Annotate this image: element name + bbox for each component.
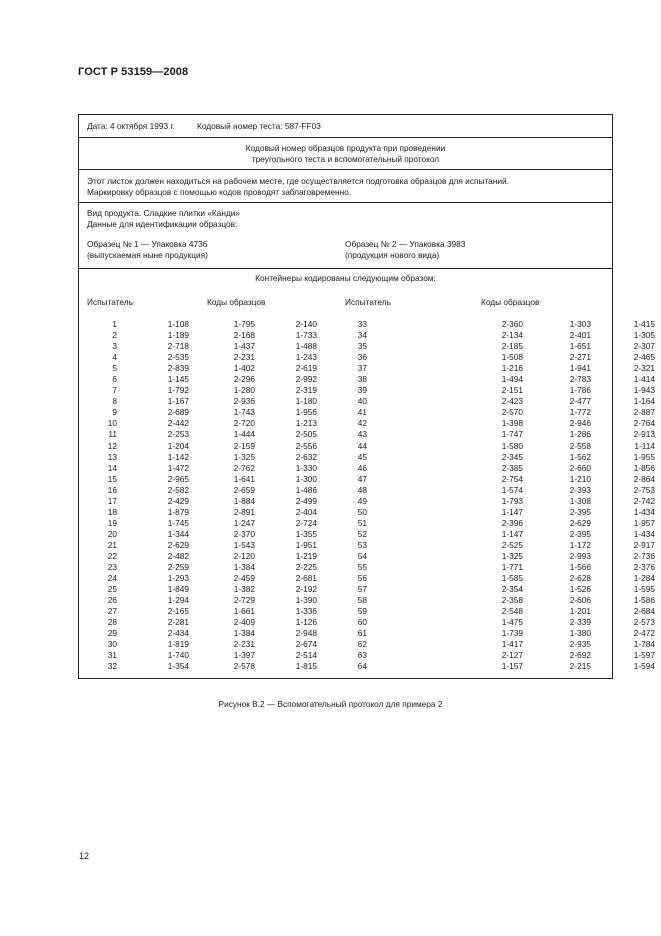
sample-code: 2-573: [633, 617, 655, 628]
sample-code: 1-444: [233, 429, 255, 440]
sample-code: 1-247: [233, 517, 255, 528]
sample-code: 1-204: [167, 440, 189, 451]
heading-line-2: треугольного теста и вспомогательный протокол: [251, 154, 440, 164]
sample-code: 1-157: [501, 661, 523, 672]
sample-code: 2-674: [295, 639, 317, 650]
sample-code: 2-321: [633, 363, 655, 374]
sample-code: 2-582: [167, 484, 189, 495]
sample-code: 2-482: [167, 550, 189, 561]
sample-code: 1-566: [569, 562, 591, 573]
date-text: Дата: 4 октября 1993 г.: [87, 121, 175, 131]
sample-code: 1-784: [633, 639, 655, 650]
sample-code: 1-147: [501, 506, 523, 517]
sample-code: 1-180: [295, 396, 317, 407]
tester-number: 7: [112, 385, 117, 396]
test-code-text: Кодовый номер теста: 587-FF03: [197, 121, 321, 131]
codes-header: Коды образцов: [207, 297, 266, 307]
sample-code: 2-619: [295, 363, 317, 374]
tester-number: 47: [357, 473, 367, 484]
sample-code: 2-689: [167, 407, 189, 418]
sample-code: 1-508: [501, 352, 523, 363]
sample-code: 1-747: [501, 429, 523, 440]
sample-code: 2-681: [295, 573, 317, 584]
sample-code: 1-472: [167, 462, 189, 473]
sample-code: 1-884: [233, 495, 255, 506]
tester-number: 54: [357, 550, 367, 561]
tester-number: 16: [107, 484, 117, 495]
sample-code: 1-114: [634, 440, 655, 451]
sample-code: 2-556: [295, 440, 317, 451]
sample-code: 2-629: [167, 539, 189, 550]
sample-code: 2-404: [295, 506, 317, 517]
sample-code: 2-724: [295, 517, 317, 528]
sample-code: 2-296: [233, 374, 255, 385]
sample-code: 1-415: [633, 319, 655, 329]
page-number: 12: [79, 851, 90, 861]
sample-code: 2-231: [233, 639, 255, 650]
tester-number: 36: [357, 352, 367, 363]
sample-code: 1-580: [501, 440, 523, 451]
sample-code: 2-736: [633, 550, 655, 561]
sample-code: 1-957: [633, 517, 655, 528]
sample-code: 2-271: [569, 352, 591, 363]
sample-code: 2-395: [569, 506, 591, 517]
sample-2-line-2: (продукция нового вида): [345, 250, 440, 260]
tester-number: 51: [357, 517, 367, 528]
tester-number: 1: [112, 319, 117, 329]
sample-code: 1-384: [233, 628, 255, 639]
sample-code: 2-434: [167, 628, 189, 639]
sample-code: 1-562: [569, 451, 591, 462]
sample-code: 2-917: [633, 539, 655, 550]
sample-code: 2-225: [295, 562, 317, 573]
sample-code: 2-354: [501, 584, 523, 595]
sample-code: 1-597: [633, 650, 655, 661]
date-row: [79, 115, 612, 138]
tester-number: 14: [107, 462, 117, 473]
sample-code: 1-397: [233, 650, 255, 661]
sample-code: 1-402: [233, 363, 255, 374]
sample-code: 2-319: [295, 385, 317, 396]
sample-code: 1-243: [295, 352, 317, 363]
tester-number: 59: [357, 606, 367, 617]
sample-code: 2-891: [233, 506, 255, 517]
tester-number: 40: [357, 396, 367, 407]
sample-code: 1-344: [167, 528, 189, 539]
sample-code: 2-578: [233, 661, 255, 672]
tester-number: 24: [107, 573, 117, 584]
sample-code: 1-390: [295, 595, 317, 606]
sample-code: 1-488: [295, 341, 317, 352]
sample-code: 1-108: [167, 319, 189, 329]
instruction-note: [79, 170, 612, 203]
sample-code: 2-127: [501, 650, 523, 661]
sample-code: 2-754: [501, 473, 523, 484]
sample-code: 1-795: [233, 319, 255, 329]
tester-number: 63: [357, 650, 367, 661]
note-line-2: Маркировку образцов с помощью кодов проводят заблаговременно.: [87, 187, 352, 197]
sample-code: 2-548: [501, 606, 523, 617]
tester-number: 43: [357, 429, 367, 440]
sample-code: 1-336: [295, 606, 317, 617]
sample-code: 1-384: [233, 562, 255, 573]
sample-code: 1-164: [633, 396, 655, 407]
tester-number: 56: [357, 573, 367, 584]
tester-number: 8: [112, 396, 117, 407]
protocol-form: [78, 114, 655, 679]
tester-number: 58: [357, 595, 367, 606]
tester-number: 46: [357, 462, 367, 473]
tester-number: 26: [107, 595, 117, 606]
sample-code: 2-376: [633, 562, 655, 573]
sample-code: 1-585: [501, 573, 523, 584]
sample-code: 2-429: [167, 495, 189, 506]
sample-code: 2-442: [167, 418, 189, 429]
sample-code: 1-414: [633, 374, 655, 385]
sample-code: 1-126: [295, 617, 317, 628]
tester-number: 22: [107, 550, 117, 561]
sample-code: 1-951: [295, 539, 317, 550]
sample-code: 2-281: [167, 617, 189, 628]
sample-code: 2-134: [501, 330, 523, 341]
form-heading: [79, 138, 612, 170]
sample-code: 2-839: [167, 363, 189, 374]
sample-code: 2-660: [569, 462, 591, 473]
tester-number: 23: [107, 562, 117, 573]
sample-code: 2-393: [569, 484, 591, 495]
sample-code: 1-543: [233, 539, 255, 550]
tester-number: 28: [107, 617, 117, 628]
sample-2-info: [345, 239, 465, 261]
sample-code: 1-586: [633, 595, 655, 606]
sample-code: 2-659: [233, 484, 255, 495]
sample-code: 2-525: [501, 539, 523, 550]
tester-number: 44: [357, 440, 367, 451]
product-text: Вид продукта: Сладкие плитки «Канди»: [87, 208, 241, 218]
sample-code: 1-147: [501, 528, 523, 539]
tester-number: 39: [357, 385, 367, 396]
tester-number: 4: [112, 352, 117, 363]
tester-number: 2: [112, 330, 117, 341]
tester-number: 5: [112, 363, 117, 374]
tester-number: 62: [357, 639, 367, 650]
note-line-1: Этот листок должен находиться на рабочем месте, где осуществляется подготовка образцов для испытаний.: [87, 176, 509, 186]
tester-number: 10: [107, 418, 117, 429]
sample-code: 2-913: [633, 429, 655, 440]
tester-number: 18: [107, 506, 117, 517]
sample-code: 1-786: [569, 385, 591, 396]
tester-header: Испытатель: [87, 297, 133, 307]
sample-code: 2-385: [501, 462, 523, 473]
heading-line-1: Кодовый номер образцов продукта при проведении: [245, 143, 446, 153]
sample-code: 1-300: [295, 473, 317, 484]
sample-code: 2-992: [295, 374, 317, 385]
sample-code: 2-409: [233, 617, 255, 628]
sample-code: 2-165: [167, 606, 189, 617]
sample-code: 2-395: [569, 528, 591, 539]
sample-code: 1-303: [569, 319, 591, 329]
sample-code: 2-358: [501, 595, 523, 606]
tester-number: 25: [107, 584, 117, 595]
sample-code: 1-325: [501, 550, 523, 561]
sample-code: 1-856: [633, 462, 655, 473]
sample-code: 1-956: [295, 407, 317, 418]
sample-code: 1-305: [633, 330, 655, 341]
sample-code: 1-354: [167, 661, 189, 672]
sample-code: 1-740: [167, 650, 189, 661]
tester-number: 21: [107, 539, 117, 550]
sample-code: 1-219: [295, 550, 317, 561]
sample-code: 1-216: [501, 363, 523, 374]
sample-code: 1-955: [633, 451, 655, 462]
sample-code: 2-215: [569, 661, 591, 672]
sample-code: 1-284: [633, 573, 655, 584]
tester-number: 48: [357, 484, 367, 495]
sample-code: 1-819: [167, 639, 189, 650]
sample-code: 2-783: [569, 374, 591, 385]
sample-code: 2-628: [569, 573, 591, 584]
tester-number: 42: [357, 418, 367, 429]
sample-code: 1-308: [569, 495, 591, 506]
sample-code: 2-120: [233, 550, 255, 561]
tester-number: 41: [357, 407, 367, 418]
tester-number: 57: [357, 584, 367, 595]
sample-code: 2-935: [569, 639, 591, 650]
sample-code: 1-792: [167, 385, 189, 396]
sample-code: 2-499: [295, 495, 317, 506]
sample-code: 2-692: [569, 650, 591, 661]
containers-caption: Контейнеры кодированы следующим образом:: [255, 273, 436, 283]
sample-code: 2-253: [167, 429, 189, 440]
sample-code: 2-887: [633, 407, 655, 418]
sample-code: 2-259: [167, 562, 189, 573]
sample-code: 1-941: [569, 363, 591, 374]
sample-2-line-1: Образец № 2 — Упаковка 3983: [345, 239, 466, 249]
sample-code: 2-718: [167, 341, 189, 352]
tester-number: 20: [107, 528, 117, 539]
sample-code: 1-526: [569, 584, 591, 595]
tester-number: 38: [357, 374, 367, 385]
tester-number: 27: [107, 606, 117, 617]
sample-code: 1-294: [167, 595, 189, 606]
sample-code: 1-201: [569, 606, 591, 617]
sample-code: 2-729: [233, 595, 255, 606]
sample-code: 2-936: [233, 396, 255, 407]
tester-number: 60: [357, 617, 367, 628]
tester-number: 34: [357, 330, 367, 341]
sample-code: 2-151: [501, 385, 523, 396]
tester-number: 19: [107, 517, 117, 528]
sample-code: 1-772: [569, 407, 591, 418]
sample-code: 1-494: [501, 374, 523, 385]
tester-number: 55: [357, 562, 367, 573]
sample-code: 1-849: [167, 584, 189, 595]
sample-code: 1-286: [569, 429, 591, 440]
tester-number: 52: [357, 528, 367, 539]
sample-1-line-1: Образец № 1 — Упаковка 4736: [87, 239, 208, 249]
sample-code: 1-574: [501, 484, 523, 495]
sample-code: 2-514: [295, 650, 317, 661]
sample-code: 2-159: [233, 440, 255, 451]
sample-code: 1-382: [233, 584, 255, 595]
tester-number: 12: [107, 440, 117, 451]
sample-code: 2-632: [295, 451, 317, 462]
sample-code: 1-594: [633, 661, 655, 672]
sample-code: 2-684: [633, 606, 655, 617]
ident-text: Данные для идентификации образцов:: [87, 219, 238, 229]
sample-code: 1-661: [233, 606, 255, 617]
sample-code: 2-401: [569, 330, 591, 341]
tester-number: 3: [112, 341, 117, 352]
tester-number: 50: [357, 506, 367, 517]
sample-code: 2-477: [569, 396, 591, 407]
sample-code: 2-864: [633, 473, 655, 484]
sample-code: 1-434: [633, 506, 655, 517]
sample-code: 1-189: [167, 330, 189, 341]
tester-number: 29: [107, 628, 117, 639]
sample-code: 2-231: [233, 352, 255, 363]
sample-code: 1-771: [501, 562, 523, 573]
sample-code: 2-720: [233, 418, 255, 429]
sample-code: 2-185: [501, 341, 523, 352]
tester-number: 32: [107, 661, 117, 672]
sample-code: 1-417: [501, 639, 523, 650]
sample-code: 2-472: [633, 628, 655, 639]
sample-code: 1-325: [233, 451, 255, 462]
sample-code: 1-213: [295, 418, 317, 429]
sample-code: 1-145: [167, 374, 189, 385]
tester-number: 6: [112, 374, 117, 385]
sample-code: 2-762: [233, 462, 255, 473]
tester-number: 53: [357, 539, 367, 550]
sample-code: 1-745: [167, 517, 189, 528]
sample-code: 2-965: [167, 473, 189, 484]
sample-code: 2-629: [569, 517, 591, 528]
sample-code: 2-764: [633, 418, 655, 429]
sample-code: 1-793: [501, 495, 523, 506]
sample-code: 1-398: [501, 418, 523, 429]
sample-code: 1-651: [569, 341, 591, 352]
sample-code: 1-733: [295, 330, 317, 341]
tester-number: 61: [357, 628, 367, 639]
sample-code: 2-606: [569, 595, 591, 606]
sample-code: 2-192: [295, 584, 317, 595]
sample-1-info: [87, 239, 208, 261]
sample-code: 1-380: [569, 628, 591, 639]
tester-number: 37: [357, 363, 367, 374]
sample-code: 1-355: [295, 528, 317, 539]
codes-header: Коды образцов: [481, 297, 540, 307]
sample-code: 1-743: [233, 407, 255, 418]
tester-number: 9: [112, 407, 117, 418]
sample-code: 2-753: [633, 484, 655, 495]
product-info: [79, 203, 612, 269]
sample-code: 1-434: [633, 528, 655, 539]
sample-code: 2-505: [295, 429, 317, 440]
sample-code: 1-486: [295, 484, 317, 495]
sample-code: 2-396: [501, 517, 523, 528]
tester-number: 49: [357, 495, 367, 506]
sample-code: 1-475: [501, 617, 523, 628]
tester-number: 45: [357, 451, 367, 462]
sample-code: 2-168: [233, 330, 255, 341]
sample-code: 1-879: [167, 506, 189, 517]
standard-title: ГОСТ Р 53159—2008: [78, 66, 189, 78]
sample-code: 1-172: [569, 539, 591, 550]
sample-code: 2-459: [233, 573, 255, 584]
sample-code: 2-339: [569, 617, 591, 628]
sample-code: 1-943: [633, 385, 655, 396]
sample-code: 2-345: [501, 451, 523, 462]
figure-caption: Рисунок В.2 — Вспомогательный протокол для примера 2: [218, 699, 443, 709]
tester-number: 13: [107, 451, 117, 462]
sample-code: 1-815: [295, 661, 317, 672]
sample-code: 2-993: [569, 550, 591, 561]
codes-section: [79, 269, 655, 672]
sample-code: 2-742: [633, 495, 655, 506]
sample-code: 2-465: [633, 352, 655, 363]
sample-code: 1-142: [167, 451, 189, 462]
tester-number: 64: [357, 661, 367, 672]
sample-code: 2-423: [501, 396, 523, 407]
tester-number: 11: [108, 429, 117, 440]
sample-code: 2-307: [633, 341, 655, 352]
sample-code: 1-293: [167, 573, 189, 584]
sample-code: 1-437: [233, 341, 255, 352]
sample-1-line-2: (выпускаемая ныне продукция): [87, 250, 208, 260]
tester-header: Испытатель: [345, 297, 391, 307]
sample-code: 2-946: [569, 418, 591, 429]
sample-code: 1-330: [295, 462, 317, 473]
sample-code: 2-535: [167, 352, 189, 363]
sample-code: 1-210: [569, 473, 591, 484]
tester-number: 15: [107, 473, 117, 484]
sample-code: 2-570: [501, 407, 523, 418]
sample-code: 2-360: [501, 319, 523, 329]
sample-code: 1-595: [633, 584, 655, 595]
tester-number: 17: [107, 495, 117, 506]
sample-code: 1-167: [167, 396, 189, 407]
tester-number: 30: [107, 639, 117, 650]
sample-code: 2-948: [295, 628, 317, 639]
sample-code: 1-280: [233, 385, 255, 396]
sample-code: 1-641: [233, 473, 255, 484]
sample-code: 2-558: [569, 440, 591, 451]
tester-number: 33: [357, 319, 367, 329]
tester-number: 31: [107, 650, 117, 661]
tester-number: 35: [357, 341, 367, 352]
sample-code: 2-370: [233, 528, 255, 539]
sample-code: 2-140: [295, 319, 317, 329]
sample-code: 1-739: [501, 628, 523, 639]
